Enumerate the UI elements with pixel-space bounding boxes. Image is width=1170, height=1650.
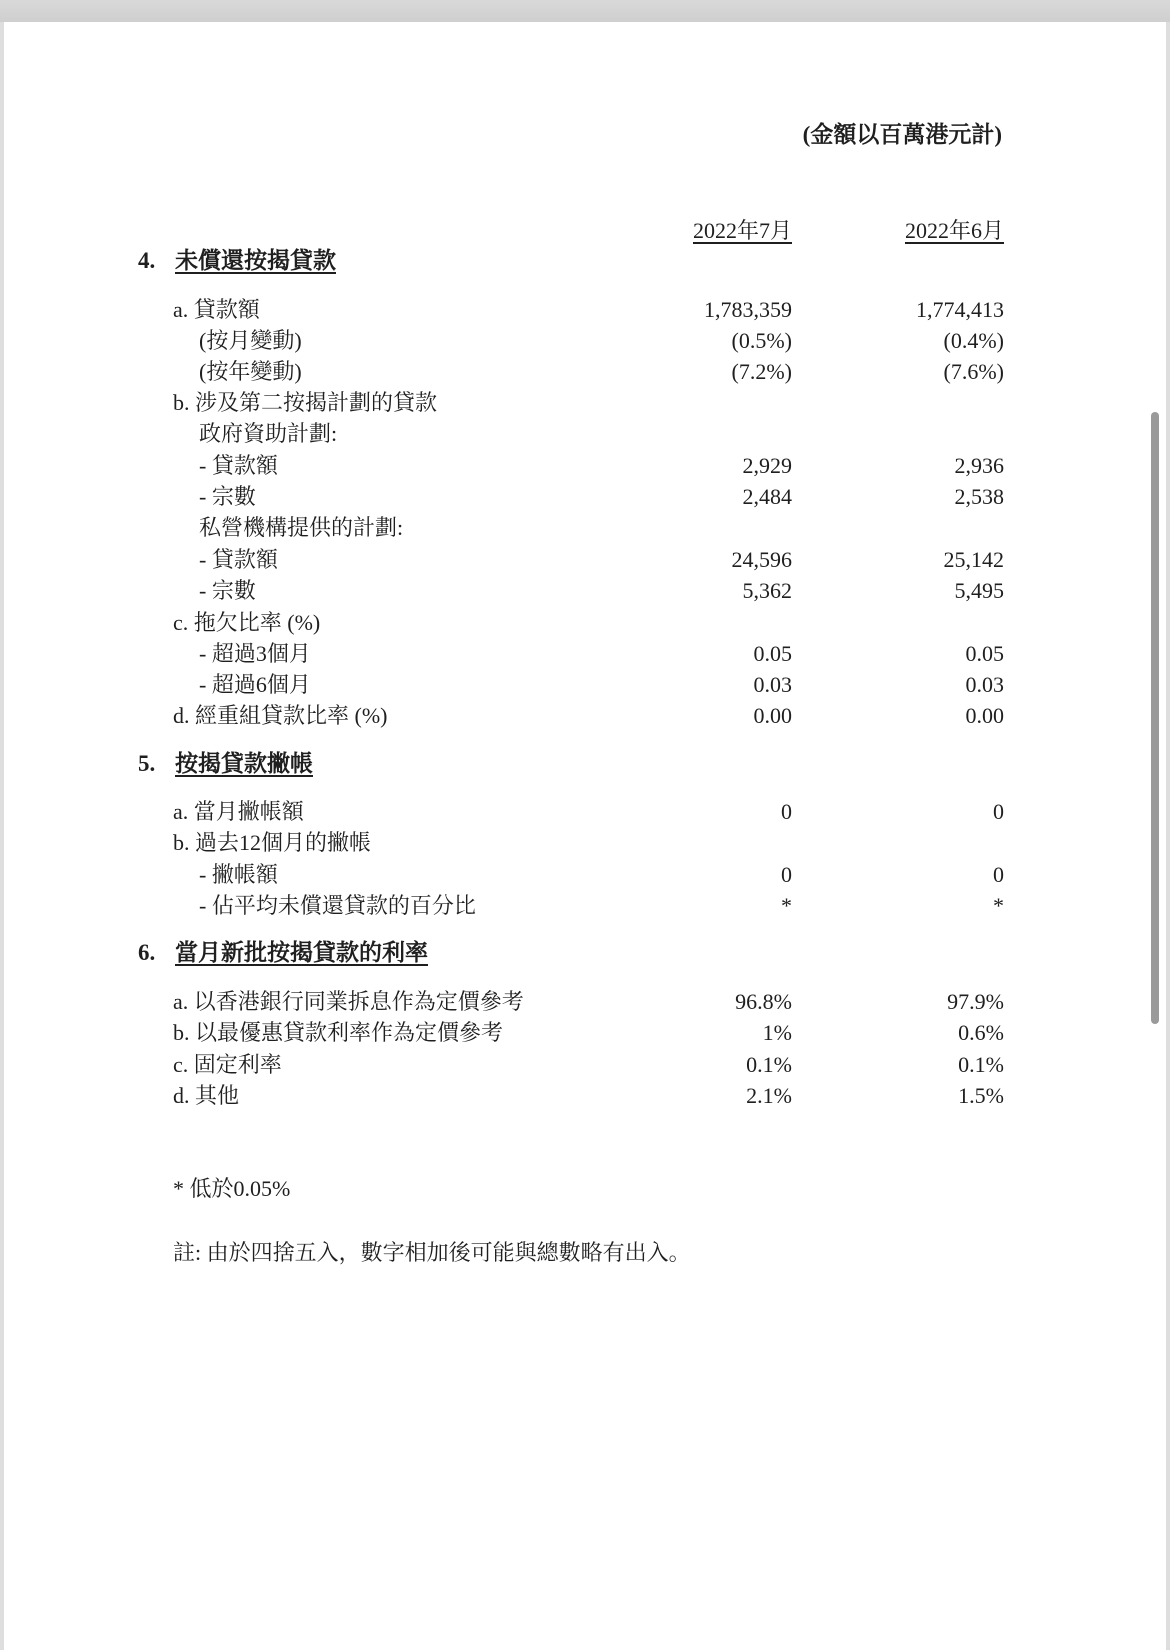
row-label: a. 貸款額 bbox=[173, 297, 260, 322]
row-label: 私營機構提供的計劃: bbox=[199, 515, 404, 540]
row-value-jun: 5,495 bbox=[954, 578, 1004, 603]
row-label: 政府資助計劃: bbox=[199, 421, 338, 446]
row-value-jul: 1% bbox=[762, 1020, 792, 1045]
row-value-jun: 25,142 bbox=[943, 547, 1004, 572]
row-label: (按年變動) bbox=[199, 359, 302, 384]
footnote-rounding: 註: 由於四捨五入，數字相加後可能與總數略有出入。 bbox=[173, 1240, 691, 1265]
row-label: d. 其他 bbox=[173, 1083, 240, 1108]
row-value-jun: * bbox=[993, 893, 1004, 918]
row-value-jun: 0.1% bbox=[958, 1052, 1004, 1077]
row-label: b. 以最優惠貸款利率作為定價參考 bbox=[173, 1020, 504, 1045]
row-label: c. 固定利率 bbox=[173, 1052, 282, 1077]
row-value-jul: (7.2%) bbox=[731, 359, 792, 384]
window-top-bar bbox=[0, 0, 1170, 22]
row-value-jul: 2.1% bbox=[746, 1083, 792, 1108]
row-value-jun: 2,538 bbox=[954, 484, 1004, 509]
row-label: - 超過3個月 bbox=[199, 641, 311, 666]
row-label: - 宗數 bbox=[199, 484, 256, 509]
row-value-jun: 0.00 bbox=[965, 703, 1004, 728]
row-label: b. 過去12個月的撇帳 bbox=[173, 830, 372, 855]
row-value-jun: 1,774,413 bbox=[916, 297, 1004, 322]
row-label: a. 以香港銀行同業拆息作為定價參考 bbox=[173, 989, 524, 1014]
row-value-jul: 2,929 bbox=[742, 453, 792, 478]
document-page bbox=[4, 22, 1166, 1650]
row-value-jul: 2,484 bbox=[742, 484, 792, 509]
row-value-jul: 5,362 bbox=[742, 578, 792, 603]
row-value-jun: 0.03 bbox=[965, 672, 1004, 697]
row-value-jul: 1,783,359 bbox=[704, 297, 792, 322]
row-value-jul: 0.05 bbox=[753, 641, 792, 666]
row-value-jul: * bbox=[781, 893, 792, 918]
row-value-jul: 24,596 bbox=[731, 547, 792, 572]
row-value-jun: 97.9% bbox=[947, 989, 1004, 1014]
row-value-jul: 0.03 bbox=[753, 672, 792, 697]
units-note: (金額以百萬港元計) bbox=[802, 122, 1002, 147]
section-4-title: 未償還按揭貸款 bbox=[175, 248, 336, 273]
row-label: - 貸款額 bbox=[199, 547, 278, 572]
section-4-number: 4. bbox=[138, 248, 156, 273]
row-value-jun: 0.6% bbox=[958, 1020, 1004, 1045]
vertical-scrollbar[interactable] bbox=[1151, 412, 1159, 1024]
row-label: c. 拖欠比率 (%) bbox=[173, 610, 321, 635]
row-label: d. 經重組貸款比率 (%) bbox=[173, 703, 388, 728]
row-value-jun: 1.5% bbox=[958, 1083, 1004, 1108]
row-value-jul: 0 bbox=[781, 862, 792, 887]
row-label: - 撇帳額 bbox=[199, 862, 278, 887]
row-value-jul: 0.00 bbox=[753, 703, 792, 728]
row-value-jun: 0 bbox=[993, 862, 1004, 887]
row-value-jul: 0.1% bbox=[746, 1052, 792, 1077]
row-value-jul: 96.8% bbox=[735, 989, 792, 1014]
section-5-number: 5. bbox=[138, 751, 156, 776]
row-label: (按月變動) bbox=[199, 328, 302, 353]
row-label: - 佔平均未償還貸款的百分比 bbox=[199, 893, 476, 918]
row-value-jun: (7.6%) bbox=[943, 359, 1004, 384]
row-value-jun: (0.4%) bbox=[943, 328, 1004, 353]
row-label: - 宗數 bbox=[199, 578, 256, 603]
row-value-jul: 0 bbox=[781, 799, 792, 824]
section-5-title: 按揭貸款撇帳 bbox=[175, 751, 313, 776]
row-label: b. 涉及第二按揭計劃的貸款 bbox=[173, 390, 438, 415]
row-value-jun: 0 bbox=[993, 799, 1004, 824]
row-label: - 超過6個月 bbox=[199, 672, 311, 697]
section-6-number: 6. bbox=[138, 940, 156, 965]
column-header-jun-2022: 2022年6月 bbox=[904, 218, 1004, 243]
column-header-jul-2022: 2022年7月 bbox=[692, 218, 792, 243]
row-value-jun: 0.05 bbox=[965, 641, 1004, 666]
row-value-jun: 2,936 bbox=[954, 453, 1004, 478]
section-6-title: 當月新批按揭貸款的利率 bbox=[175, 940, 428, 965]
row-label: a. 當月撇帳額 bbox=[173, 799, 304, 824]
row-value-jul: (0.5%) bbox=[731, 328, 792, 353]
footnote-asterisk: * 低於0.05% bbox=[173, 1176, 291, 1201]
row-label: - 貸款額 bbox=[199, 453, 278, 478]
